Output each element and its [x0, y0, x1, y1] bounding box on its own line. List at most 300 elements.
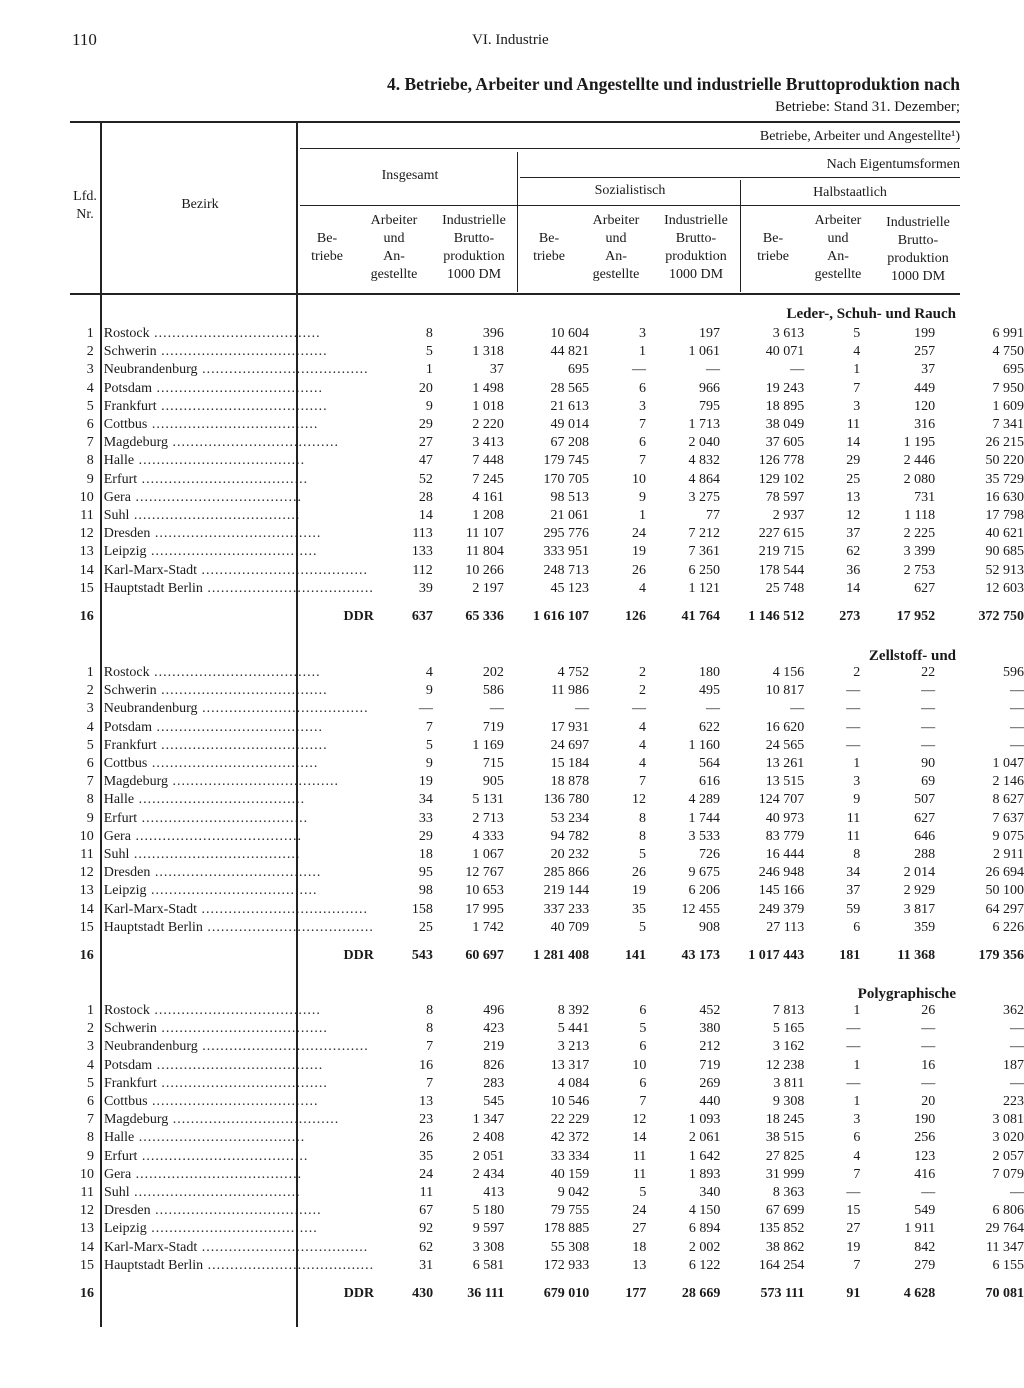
section-label-3: Polygraphische — [857, 986, 956, 1002]
cell-value: 564 — [699, 756, 721, 772]
header-insgesamt: Insgesamt — [381, 168, 439, 183]
cell-value: 7 — [426, 1039, 434, 1055]
table-row — [0, 1129, 1024, 1147]
cell-value: 6 — [853, 1130, 861, 1146]
cell-value: 7 813 — [772, 1003, 805, 1018]
cell-value: 67 699 — [765, 1203, 805, 1219]
row-number: 13 — [79, 1221, 94, 1237]
cell-value: 1 609 — [992, 398, 1024, 414]
cell-value: 726 — [699, 847, 721, 863]
cell-value: 15 184 — [550, 756, 590, 772]
cell-value: 9 — [639, 489, 647, 505]
total-value: 543 — [411, 948, 433, 964]
cell-value: 29 — [418, 828, 433, 844]
bezirk-name: Neubrandenburg ..... — [98, 361, 374, 379]
cell-value: 17 995 — [465, 901, 504, 917]
cell-value: 199 — [914, 326, 936, 341]
bezirk-name: Frankfurt ..... — [98, 398, 374, 416]
table-row — [0, 1002, 1024, 1020]
cell-value: 2 197 — [472, 580, 504, 596]
cell-value: 26 — [419, 1130, 434, 1146]
total-value: 28 669 — [681, 1286, 721, 1302]
cell-value: 616 — [699, 774, 721, 790]
cell-value: 905 — [482, 774, 504, 790]
section-label-2: Zellstoff- und — [868, 648, 956, 664]
cell-value: 507 — [914, 792, 936, 808]
rule-eigentum — [520, 177, 960, 178]
cell-value: 14 — [846, 435, 861, 451]
row-number: 10 — [79, 1166, 94, 1182]
table-row — [0, 846, 1024, 864]
cell-value: 1 208 — [472, 508, 504, 524]
cell-value: 12 767 — [465, 865, 504, 881]
data-table-section-2 — [0, 664, 1024, 965]
cell-value: 202 — [482, 665, 504, 680]
cell-value: 29 — [418, 417, 433, 433]
cell-value: 423 — [483, 1021, 505, 1037]
cell-value: 3 817 — [903, 901, 936, 917]
cell-value: 16 — [921, 1057, 936, 1073]
cell-value: 2 057 — [992, 1148, 1024, 1164]
cell-value: 622 — [699, 719, 721, 735]
table-row — [0, 1057, 1024, 1075]
row-number: 3 — [86, 1039, 94, 1055]
cell-value: 9 — [425, 683, 433, 699]
bezirk-name: Magdeburg ..... — [98, 773, 374, 791]
cell-value: 12 238 — [765, 1057, 805, 1073]
bezirk-name: Schwerin ..... — [98, 682, 374, 700]
bezirk-name: Dresden ..... — [98, 1202, 374, 1220]
cell-value: — — [489, 701, 504, 717]
bezirk-name: Frankfurt ..... — [98, 737, 374, 755]
cell-value: 3 811 — [773, 1075, 805, 1091]
row-number: 8 — [86, 792, 94, 808]
cell-value: 10 653 — [465, 883, 504, 899]
row-number: 4 — [86, 380, 94, 396]
cell-value: 31 999 — [765, 1166, 805, 1182]
cell-value: 24 697 — [550, 737, 590, 753]
cell-value: 24 — [632, 526, 647, 542]
cell-value: 34 — [846, 865, 861, 881]
total-value: 141 — [625, 948, 647, 964]
cell-value: — — [1010, 737, 1024, 753]
cell-value: 53 234 — [550, 810, 590, 826]
cell-value: 158 — [411, 901, 433, 917]
cell-value: 13 515 — [765, 774, 805, 790]
cell-value: 15 — [846, 1203, 861, 1219]
cell-value: 2 911 — [993, 847, 1024, 863]
cell-value: 77 — [706, 508, 720, 524]
cell-value: — — [921, 1185, 936, 1201]
cell-value: 715 — [482, 756, 504, 772]
total-value: 16 — [79, 609, 94, 625]
cell-value: — — [575, 701, 590, 717]
cell-value: 5 — [639, 919, 647, 935]
cell-value: 1 893 — [688, 1166, 721, 1182]
cell-value: 8 — [853, 847, 861, 863]
total-value: 430 — [412, 1286, 434, 1302]
table-row — [0, 525, 1024, 543]
cell-value: 67 — [419, 1203, 434, 1219]
cell-value: — — [846, 1039, 861, 1055]
total-value: 126 — [625, 609, 647, 625]
row-number: 11 — [80, 847, 94, 863]
cell-value: 4 — [639, 719, 647, 735]
row-number: 2 — [86, 344, 94, 360]
cell-value: 362 — [1003, 1003, 1024, 1018]
cell-value: 337 233 — [543, 901, 590, 917]
cell-value: 9 042 — [557, 1185, 590, 1201]
cell-value: 1 047 — [992, 756, 1024, 772]
row-number: 12 — [79, 526, 94, 542]
cell-value: 1 — [853, 1003, 861, 1018]
cell-value: 646 — [914, 828, 936, 844]
table-title: 4. Betriebe, Arbeiter und Angestellte und industrielle Bruttoproduktion nach — [386, 74, 960, 94]
cell-value: 1 018 — [472, 398, 504, 414]
cell-value: 10 817 — [765, 683, 805, 699]
bezirk-name: Dresden ..... — [98, 525, 374, 543]
cell-value: 33 334 — [550, 1148, 590, 1164]
cell-value: 59 — [846, 901, 861, 917]
cell-value: 21 613 — [550, 398, 590, 414]
bezirk-name: Cottbus ..... — [98, 755, 374, 773]
bezirk-name: Potsdam ..... — [98, 1057, 374, 1075]
table-row — [0, 682, 1024, 700]
bezirk-name: Suhl ..... — [98, 1184, 374, 1202]
cell-value: 37 — [846, 883, 861, 899]
cell-value: — — [846, 719, 861, 735]
cell-value: 495 — [699, 683, 721, 699]
cell-value: 257 — [914, 344, 936, 360]
cell-value: 396 — [482, 326, 504, 341]
table-row — [0, 810, 1024, 828]
cell-value: 10 — [632, 471, 647, 487]
header-produktion-halb: Industrielle Brutto- produktion 1000 DM — [886, 215, 950, 284]
header-betriebe-insg: Be- triebe — [311, 231, 343, 264]
cell-value: — — [846, 701, 861, 717]
row-number: 1 — [86, 665, 94, 680]
bezirk-name: Frankfurt ..... — [98, 1075, 374, 1093]
cell-value: 4 156 — [772, 665, 805, 680]
cell-value: 13 261 — [765, 756, 805, 772]
cell-value: 4 150 — [688, 1203, 721, 1219]
data-table-section-1 — [0, 325, 1024, 626]
cell-value: 7 — [426, 1075, 434, 1091]
row-number: 11 — [80, 1185, 94, 1201]
cell-value: 3 413 — [472, 435, 504, 451]
cell-value: 95 — [418, 865, 433, 881]
bezirk-name: Potsdam ..... — [98, 380, 374, 398]
cell-value: 2 — [853, 665, 861, 680]
total-value: 70 081 — [985, 1286, 1024, 1302]
bezirk-name: Halle ..... — [98, 1129, 374, 1147]
total-value: 60 697 — [465, 948, 504, 964]
cell-value: 3 275 — [688, 489, 720, 505]
cell-value: 18 245 — [765, 1112, 805, 1128]
cell-value: 39 — [418, 580, 433, 596]
cell-value: 135 852 — [758, 1221, 805, 1237]
bezirk-name: Karl-Marx-Stadt ..... — [98, 1239, 374, 1257]
cell-value: 1 — [853, 362, 861, 378]
cell-value: 246 948 — [758, 865, 805, 881]
cell-value: 5 — [425, 344, 433, 360]
cell-value: 719 — [482, 719, 504, 735]
table-row — [0, 580, 1024, 598]
cell-value: 129 102 — [758, 471, 805, 487]
cell-value: 21 061 — [550, 508, 590, 524]
cell-value: — — [846, 1021, 861, 1037]
cell-value: 11 347 — [986, 1239, 1024, 1255]
row-number: 12 — [79, 1203, 94, 1219]
header-halbstaatlich: Halbstaatlich — [813, 185, 887, 200]
rule-group — [300, 148, 960, 149]
cell-value: 11 986 — [551, 683, 590, 699]
cell-value: 2 — [639, 665, 647, 680]
cell-value: 7 361 — [688, 544, 720, 560]
cell-value: 2 080 — [903, 471, 936, 487]
cell-value: 18 — [632, 1239, 647, 1255]
cell-value: 112 — [412, 562, 433, 578]
cell-value: 50 220 — [985, 453, 1024, 469]
table-row — [0, 828, 1024, 846]
total-value: 1 017 443 — [748, 948, 805, 964]
table-row — [0, 864, 1024, 882]
cell-value: 11 — [846, 417, 861, 433]
cell-value: 4 864 — [688, 471, 720, 487]
cell-value: 13 — [419, 1094, 434, 1110]
cell-value: 4 750 — [992, 344, 1024, 360]
bezirk-name: Karl-Marx-Stadt ..... — [98, 901, 374, 919]
cell-value: 2 408 — [472, 1130, 505, 1146]
cell-value: 18 878 — [550, 774, 590, 790]
header-nach-eigentumsformen: Nach Eigentumsformen — [826, 157, 960, 172]
cell-value: 1 911 — [904, 1221, 936, 1237]
cell-value: 90 — [921, 756, 936, 772]
cell-value: 719 — [699, 1057, 721, 1073]
cell-value: 180 — [699, 665, 721, 680]
row-number: 4 — [86, 719, 94, 735]
bezirk-name: Leipzig ..... — [98, 882, 374, 900]
cell-value: 2 040 — [688, 435, 720, 451]
cell-value: 26 — [921, 1003, 936, 1018]
cell-value: — — [632, 701, 647, 717]
table-row — [0, 1093, 1024, 1111]
cell-value: 40 709 — [550, 919, 590, 935]
cell-value: 627 — [914, 810, 936, 826]
row-number: 15 — [79, 580, 94, 596]
cell-value: — — [846, 683, 861, 699]
cell-value: 5 180 — [472, 1203, 505, 1219]
bezirk-name: Erfurt ..... — [98, 1148, 374, 1166]
header-arbeiter-soz: Arbeiter und An- gestellte — [592, 213, 640, 282]
total-value: 1 146 512 — [748, 609, 805, 625]
bezirk-name: Gera ..... — [98, 489, 374, 507]
table-row — [0, 700, 1024, 718]
cell-value: 3 020 — [992, 1130, 1024, 1146]
section-title: VI. Industrie — [472, 32, 549, 48]
total-value: 679 010 — [543, 1286, 590, 1302]
cell-value: 3 — [853, 398, 861, 414]
total-label: DDR — [343, 609, 374, 625]
cell-value: 12 — [632, 792, 647, 808]
table-row — [0, 737, 1024, 755]
cell-value: 826 — [483, 1057, 505, 1073]
row-number: 7 — [86, 435, 94, 451]
cell-value: 11 — [846, 828, 861, 844]
bezirk-name: Gera ..... — [98, 828, 374, 846]
cell-value: 20 — [921, 1094, 936, 1110]
cell-value: 6 206 — [688, 883, 721, 899]
cell-value: 627 — [914, 580, 936, 596]
cell-value: 1 318 — [472, 344, 504, 360]
cell-value: 36 — [846, 562, 861, 578]
cell-value: 2 713 — [472, 810, 504, 826]
cell-value: 26 215 — [985, 435, 1024, 451]
row-number: 6 — [86, 417, 94, 433]
table-subtitle: Betriebe: Stand 31. Dezember; — [775, 99, 960, 115]
cell-value: 18 895 — [765, 398, 805, 414]
cell-value: 170 705 — [543, 471, 590, 487]
cell-value: 549 — [914, 1203, 936, 1219]
total-value: 43 173 — [681, 948, 721, 964]
cell-value: 2 002 — [688, 1239, 721, 1255]
cell-value: 16 — [419, 1057, 434, 1073]
bezirk-name: Neubrandenburg ..... — [98, 700, 374, 718]
cell-value: 4 — [425, 665, 433, 680]
cell-value: 19 243 — [765, 380, 805, 396]
cell-value: 37 — [846, 526, 861, 542]
cell-value: 1 061 — [688, 344, 720, 360]
cell-value: 25 — [418, 919, 433, 935]
row-number: 2 — [86, 1021, 94, 1037]
cell-value: 3 308 — [472, 1239, 505, 1255]
bezirk-name: Schwerin ..... — [98, 343, 374, 361]
cell-value: 25 748 — [765, 580, 805, 596]
cell-value: 145 166 — [758, 883, 805, 899]
bezirk-name: Rostock ..... — [98, 1002, 374, 1020]
cell-value: 94 782 — [550, 828, 590, 844]
cell-value: 380 — [699, 1021, 721, 1037]
bezirk-name: Potsdam ..... — [98, 719, 374, 737]
cell-value: 16 444 — [765, 847, 805, 863]
cell-value: 29 764 — [985, 1221, 1024, 1237]
cell-value: 37 — [489, 362, 504, 378]
cell-value: 98 513 — [550, 489, 590, 505]
table-row — [0, 398, 1024, 416]
cell-value: 9 — [853, 792, 861, 808]
table-row — [0, 416, 1024, 434]
header-betriebe-halb: Be- triebe — [757, 231, 789, 264]
total-value: 17 952 — [896, 609, 936, 625]
table-row — [0, 1148, 1024, 1166]
cell-value: 40 071 — [765, 344, 805, 360]
cell-value: 219 715 — [758, 544, 805, 560]
cell-value: 795 — [699, 398, 720, 414]
cell-value: 12 455 — [681, 901, 721, 917]
bezirk-name: Hauptstadt Berlin ..... — [98, 580, 374, 598]
cell-value: 3 213 — [557, 1039, 590, 1055]
cell-value: 18 — [418, 847, 433, 863]
cell-value: 3 — [853, 774, 861, 790]
bezirk-name: Magdeburg ..... — [98, 1111, 374, 1129]
cell-value: 7 079 — [992, 1166, 1024, 1182]
row-number: 5 — [86, 398, 94, 414]
row-number: 7 — [86, 1112, 94, 1128]
cell-value: 6 894 — [688, 1221, 721, 1237]
cell-value: 27 — [418, 435, 433, 451]
cell-value: 5 — [639, 1021, 647, 1037]
cell-value: 178 544 — [758, 562, 805, 578]
cell-value: 8 — [426, 1003, 434, 1018]
table-row — [0, 361, 1024, 379]
cell-value: 9 075 — [992, 828, 1024, 844]
cell-value: — — [921, 737, 936, 753]
cell-value: 26 — [632, 562, 647, 578]
cell-value: 7 212 — [688, 526, 720, 542]
cell-value: 26 694 — [985, 865, 1024, 881]
section-label-1: Leder-, Schuh- und Rauch — [786, 306, 956, 322]
cell-value: 3 533 — [688, 828, 721, 844]
cell-value: 133 — [411, 544, 433, 560]
bezirk-name: Neubrandenburg ..... — [98, 1038, 374, 1056]
cell-value: 20 232 — [550, 847, 590, 863]
cell-value: 248 713 — [543, 562, 590, 578]
cell-value: — — [706, 362, 720, 378]
bezirk-name: Erfurt ..... — [98, 810, 374, 828]
bezirk-name: Suhl ..... — [98, 507, 374, 525]
cell-value: 7 — [639, 1094, 647, 1110]
cell-value: 4 — [639, 756, 647, 772]
cell-value: 42 372 — [550, 1130, 590, 1146]
total-value: 41 764 — [681, 609, 720, 625]
cell-value: 1 742 — [472, 919, 504, 935]
cell-value: 3 081 — [992, 1112, 1024, 1128]
table-row — [0, 1220, 1024, 1238]
bezirk-name: Halle ..... — [98, 791, 374, 809]
cell-value: 25 — [846, 471, 861, 487]
cell-value: 1 — [853, 756, 861, 772]
table-row — [0, 719, 1024, 737]
cell-value: — — [921, 1021, 936, 1037]
cell-value: 35 729 — [985, 471, 1024, 487]
row-number: 13 — [79, 544, 94, 560]
bezirk-name: Magdeburg ..... — [98, 434, 374, 452]
cell-value: 4 752 — [557, 665, 590, 680]
cell-value: — — [790, 362, 805, 378]
cell-value: 6 250 — [688, 562, 720, 578]
table-row — [0, 755, 1024, 773]
rule-subgroups — [300, 205, 960, 206]
cell-value: 38 862 — [765, 1239, 805, 1255]
cell-value: 7 — [425, 719, 433, 735]
cell-value: 50 100 — [985, 883, 1024, 899]
cell-value: 10 266 — [465, 562, 504, 578]
cell-value: 219 144 — [543, 883, 590, 899]
cell-value: 12 — [846, 508, 861, 524]
cell-value: 22 — [921, 665, 936, 680]
total-row — [0, 947, 1024, 965]
cell-value: — — [921, 719, 936, 735]
cell-value: 9 597 — [472, 1221, 505, 1237]
cell-value: 40 159 — [550, 1166, 590, 1182]
cell-value: 4 084 — [557, 1075, 590, 1091]
row-number: 8 — [86, 453, 94, 469]
cell-value: 695 — [1003, 362, 1024, 378]
cell-value: 11 — [419, 1185, 434, 1201]
cell-value: 1 — [425, 362, 433, 378]
cell-value: 2 225 — [903, 526, 936, 542]
bezirk-name: Leipzig ..... — [98, 1220, 374, 1238]
